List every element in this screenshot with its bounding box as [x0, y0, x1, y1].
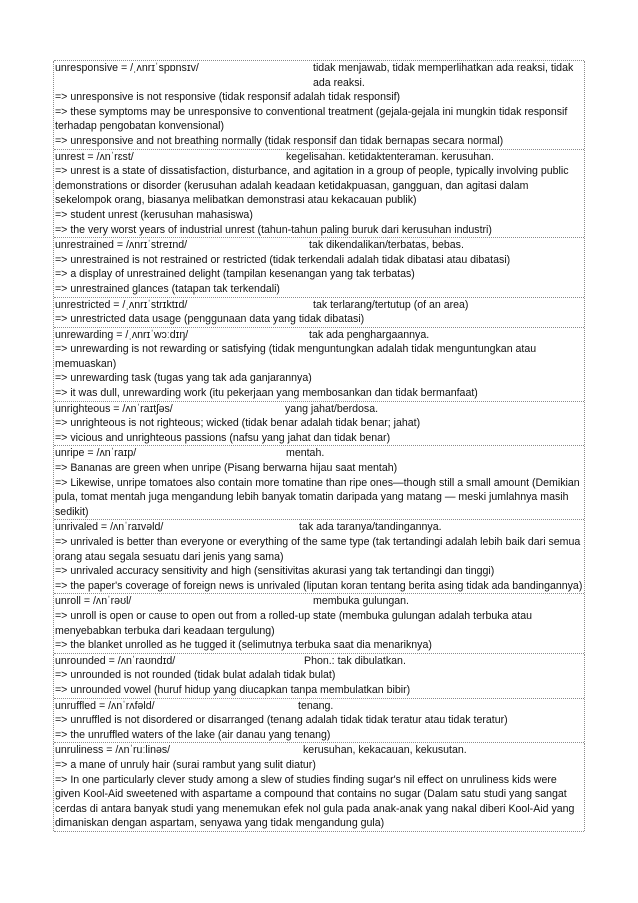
- example-line: => these symptoms may be unresponsive to conventional treatment (gejala-gejala ini mungkin tidak responsif terhadap pengobatan konvensional): [55, 105, 568, 133]
- dictionary-entry: [54, 742, 584, 832]
- example-line: => unrighteous is not righteous; wicked (tidak benar adalah tidak benar; jahat): [55, 417, 421, 430]
- entry-term: unrest = /ʌnˈrɛst/: [55, 150, 134, 163]
- entry-term: unrestricted = /ˌʌnrɪˈstrɪktɪd/: [55, 298, 188, 311]
- example-line: => unrewarding is not rewarding or satisfying (tidak menguntungkan adalah tidak menguntungkan atau memuaskan): [55, 343, 537, 370]
- entry-term: unruliness = /ʌnˈruːlinəs/: [55, 744, 171, 757]
- dictionary-entry: [54, 60, 584, 149]
- example-line: => unrivaled is better than everyone or everything of the same type (tak tertandingi adalah lebih baik dari semua orang atau segala sesuatu dari jenis yang sama): [55, 536, 581, 563]
- entry-definition: tak dikendalikan/terbatas, bebas.: [309, 239, 464, 252]
- dictionary-entry: [54, 297, 584, 327]
- entry-term: unroll = /ʌnˈrəʊl/: [55, 595, 132, 608]
- example-line: => the blanket unrolled as he tugged it (selimutnya terbuka saat dia menariknya): [55, 639, 432, 652]
- example-line: => In one particularly clever study among a slew of studies finding sugar's nil effect on unruliness kids were given Kool-Aid sweetened with aspartame a compound that contains no sugar (Dalam satu studi yang sangat cerdas di antara banyak studi yang menemukan efek nol gula pada anak-anak yang nakal diberi Kool-Aid yang dimaniskan dengan aspartam, senyawa yang tidak mengandung gula): [55, 773, 575, 830]
- example-line: => unrivaled accuracy sensitivity and high (sensitivitas akurasi yang tak tertandingi dan tinggi): [55, 565, 495, 578]
- example-line: => the unruffled waters of the lake (air danau yang tenang): [55, 728, 331, 741]
- entry-term: unresponsive = /ˌʌnrɪˈspɒnsɪv/: [55, 62, 199, 74]
- example-line: => unrestrained is not restrained or restricted (tidak terkendali adalah tidak dibatasi atau dibatasi): [55, 253, 511, 266]
- entry-term: unrewarding = /ˌʌnrɪˈwɔːdɪŋ/: [55, 328, 189, 341]
- dictionary-entry: [54, 237, 584, 296]
- example-line: => unresponsive and not breathing normally (tidak responsif dan tidak bernapas secara normal): [55, 134, 504, 147]
- dictionary-entry: [54, 401, 584, 446]
- entry-definition: yang jahat/berdosa.: [285, 402, 379, 415]
- entry-definition: kegelisahan. ketidaktenteraman. kerusuhan.: [286, 150, 494, 163]
- example-line: => unresponsive is not responsive (tidak responsif adalah tidak responsif): [55, 91, 401, 104]
- example-line: => unrewarding task (tugas yang tak ada ganjarannya): [55, 372, 312, 385]
- example-line: => vicious and unrighteous passions (nafsu yang jahat dan tidak benar): [55, 431, 391, 444]
- dictionary-entry: [54, 519, 584, 593]
- example-line: => unrestrained glances (tatapan tak terkendali): [55, 282, 280, 295]
- entry-definition: tak ada penghargaannya.: [309, 328, 430, 341]
- example-line: => unrest is a state of dissatisfaction, disturbance, and agitation in a group of people, typically involving public demonstrations or disorder (kerusuhan adalah keadaan ketidakpuasan, gangguan, dan agitasi dalam sekelompok orang, biasanya melibatkan demonstrasi atau kekacauan publik): [55, 165, 569, 207]
- example-line: => the paper's coverage of foreign news is unrivaled (liputan koran tentang berita asing tidak ada bandingannya): [55, 579, 583, 592]
- example-line: => Bananas are green when unripe (Pisang berwarna hijau saat mentah): [55, 462, 398, 475]
- entry-term: unrestrained = /ʌnrɪˈstreɪnd/: [55, 239, 188, 252]
- entry-definition: Phon.: tak dibulatkan.: [304, 654, 406, 667]
- dictionary-entry: [54, 149, 584, 238]
- dictionary-entry: [54, 653, 584, 698]
- entry-term: unrivaled = /ʌnˈraɪvəld/: [55, 521, 164, 534]
- entry-definition: mentah.: [286, 447, 325, 460]
- example-line: => a display of unrestrained delight (tampilan kesenangan yang tak terbatas): [55, 268, 415, 281]
- dictionary-entry: [54, 698, 584, 743]
- example-line: => a mane of unruly hair (surai rambut yang sulit diatur): [55, 758, 316, 771]
- example-line: => unrounded is not rounded (tidak bulat adalah tidak bulat): [55, 669, 336, 682]
- example-line: => unroll is open or cause to open out from a rolled-up state (membuka gulungan adalah terbuka atau menyebabkan terbuka dari keadaan tergulung): [55, 609, 533, 637]
- dictionary-entry: [54, 593, 584, 652]
- example-line: => student unrest (kerusuhan mahasiswa): [55, 208, 253, 221]
- entry-term: unripe = /ʌnˈraɪp/: [55, 447, 137, 460]
- example-line: => unruffled is not disordered or disarranged (tenang adalah tidak tidak teratur atau tidak teratur): [55, 714, 508, 727]
- entry-term: unruffled = /ʌnˈrʌfəld/: [55, 699, 155, 712]
- example-line: => unrestricted data usage (penggunaan data yang tidak dibatasi): [55, 313, 365, 326]
- entry-definition: kerusuhan, kekacauan, kekusutan.: [303, 744, 467, 757]
- dictionary-entry: [54, 327, 584, 401]
- dictionary-entry: [54, 445, 584, 519]
- entry-term: unrighteous = /ʌnˈraɪtʃəs/: [55, 402, 173, 415]
- entry-definition: tak terlarang/tertutup (of an area): [313, 298, 469, 311]
- example-line: => unrounded vowel (huruf hidup yang diucapkan tanpa membulatkan bibir): [55, 683, 411, 696]
- example-line: => Likewise, unripe tomatoes also contain more tomatine than ripe ones—though still a small amount (Demikian pula, tomat mentah juga mengandung lebih banyak tomatin daripada yang matang — meski jumlahnya masih sedikit): [55, 476, 580, 518]
- entry-definition: tak ada taranya/tandingannya.: [299, 521, 442, 534]
- entry-definition: tenang.: [298, 699, 334, 712]
- entry-term: unrounded = /ʌnˈraʊndɪd/: [55, 654, 176, 667]
- entry-definition: membuka gulungan.: [313, 595, 409, 608]
- document-body: [54, 60, 584, 832]
- example-line: => it was dull, unrewarding work (itu pekerjaan yang membosankan dan tidak bermanfaat): [55, 387, 478, 400]
- example-line: => the very worst years of industrial unrest (tahun-tahun paling buruk dari kerusuhan industri): [55, 223, 492, 236]
- entry-definition: tidak menjawab, tidak memperlihatkan ada reaksi, tidak ada reaksi.: [313, 62, 574, 89]
